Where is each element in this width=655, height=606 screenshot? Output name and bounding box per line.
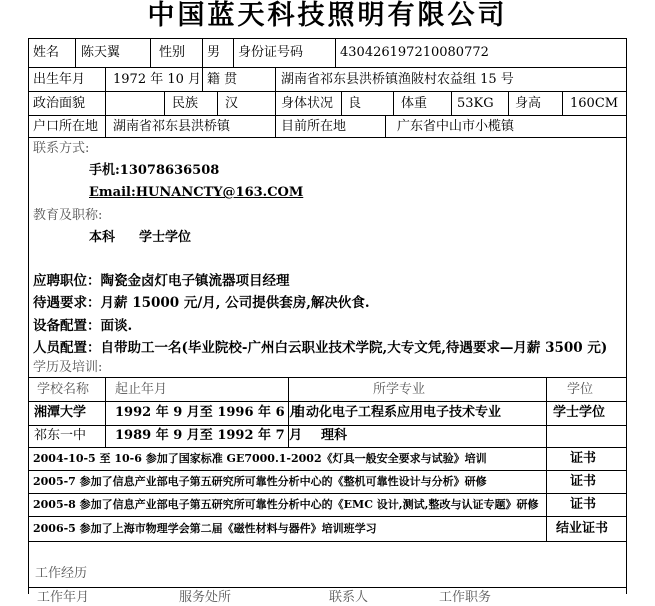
col-line [202,38,203,67]
political-label: 政治面貌 [33,96,86,111]
col-line [164,91,165,115]
col-line [75,38,76,67]
weight-value: 53KG [457,96,494,111]
gender-value: 男 [207,45,221,60]
row-line [29,38,626,39]
row-line [29,137,626,138]
row-line [29,516,626,517]
row-line [29,447,626,448]
row-line [29,541,626,542]
training-certificate: 证书 [570,497,597,512]
study-period: 1992 年 9 月至 1996 年 6 月 [115,405,303,420]
study-major: 自动化电子工程系应用电子技术专业 [293,405,502,420]
row-line [29,401,626,402]
col-header-major: 所学专业 [373,382,426,397]
staff-config: 人员配置：自带助工一名(毕业院校-广州白云职业技术学院,大专文凭,待遇要求—月薪 3500 元) [33,340,608,356]
row-line [29,377,626,378]
col-line [562,91,563,115]
col-line [150,38,151,67]
col-header-period: 起止年月 [115,382,168,397]
training-record: 2004-10-5 至 10-6 参加了国家标准 GE7000.1-2002《灯具一般安全要求与试验》培训 [33,452,487,465]
col-header-job-title: 工作职务 [439,590,492,605]
col-header-school: 学校名称 [37,382,90,397]
training-certificate: 证书 [570,474,597,489]
work-experience-label: 工作经历 [35,566,88,581]
col-line [546,447,547,541]
gender-label: 性别 [159,45,186,60]
contact-label: 联系方式: [33,141,90,156]
training-certificate: 证书 [570,451,597,466]
academic-title: 学士学位 [139,230,192,245]
col-line [105,377,106,447]
height-label: 身高 [515,96,542,111]
hukou-value: 湖南省祁东县洪桥镇 [113,119,231,134]
birth-value: 1972 年 10 月 [113,72,202,87]
education-section-label: 学历及培训: [33,360,103,375]
native-place-value: 湖南省祁东县洪桥镇渔陂村农益组 15 号 [281,72,514,87]
degree-level: 本科 [89,230,116,245]
col-header-employer: 服务处所 [179,590,232,605]
col-line [546,377,547,447]
col-line [385,115,386,137]
col-line [233,38,234,67]
equipment-config: 设备配置：面谈. [33,318,133,334]
row-line [29,470,626,471]
col-line [393,91,394,115]
id-number-label: 身份证号码 [238,45,304,60]
height-value: 160CM [570,96,619,111]
email-address: Email:HUNANCTY@163.COM [89,185,304,200]
health-value: 良 [348,96,362,111]
col-line [335,38,336,67]
school-name: 湘潭大学 [34,405,87,420]
hukou-label: 户口所在地 [33,119,99,134]
current-location-label: 目前所在地 [281,119,347,134]
col-line [105,91,106,115]
training-record: 2006-5 参加了上海市物理学会第二届《磁性材料与器件》培训班学习 [33,522,377,535]
row-line [29,91,626,92]
company-title: 中国蓝天科技照明有限公司 [147,0,508,31]
ethnicity-value: 汉 [225,96,239,111]
ethnicity-label: 民族 [172,96,199,111]
col-header-degree: 学位 [567,382,594,397]
name-value: 陈天翼 [81,45,121,60]
col-line [105,67,106,91]
name-label: 姓名 [33,45,60,60]
row-line [29,67,626,68]
training-record: 2005-7 参加了信息产业部电子第五研究所可靠性分析中心的《整机可靠性设计与分析》研修 [33,475,487,488]
applied-position: 应聘职位：陶瓷金卤灯电子镇流器项目经理 [33,273,290,289]
row-line [29,115,626,116]
training-record: 2005-8 参加了信息产业部电子第五研究所可靠性分析中心的《EMC 设计,测试,整改与认证专题》研修 [33,498,539,511]
training-certificate: 结业证书 [556,521,609,536]
birth-label: 出生年月 [33,72,86,87]
col-line [275,67,276,91]
native-place-label: 籍 贯 [207,72,238,87]
col-line [217,91,218,115]
col-line [105,115,106,137]
study-major: 理科 [321,428,348,443]
study-degree: 学士学位 [553,405,606,420]
weight-label: 体重 [401,96,428,111]
resume-form [28,38,627,605]
phone-number: 手机:13078636508 [89,163,220,178]
col-header-work-period: 工作年月 [37,590,90,605]
row-line [29,425,626,426]
row-line [29,587,626,588]
col-line [341,91,342,115]
col-line [451,91,452,115]
health-label: 身体状况 [281,96,334,111]
col-line [508,91,509,115]
col-line [275,115,276,137]
id-number-value: 430426197210080772 [340,45,489,60]
col-header-contact-person: 联系人 [329,590,369,605]
col-line [275,91,276,115]
row-line [29,493,626,494]
col-line [202,67,203,91]
study-period: 1989 年 9 月至 1992 年 7 月 [115,428,303,443]
school-name: 祁东一中 [34,428,87,443]
current-location-value: 广东省中山市小榄镇 [397,119,515,134]
education-title-label: 教育及职称: [33,208,103,223]
salary-requirement: 待遇要求：月薪 15000 元/月, 公司提供套房,解决伙食. [33,295,370,311]
